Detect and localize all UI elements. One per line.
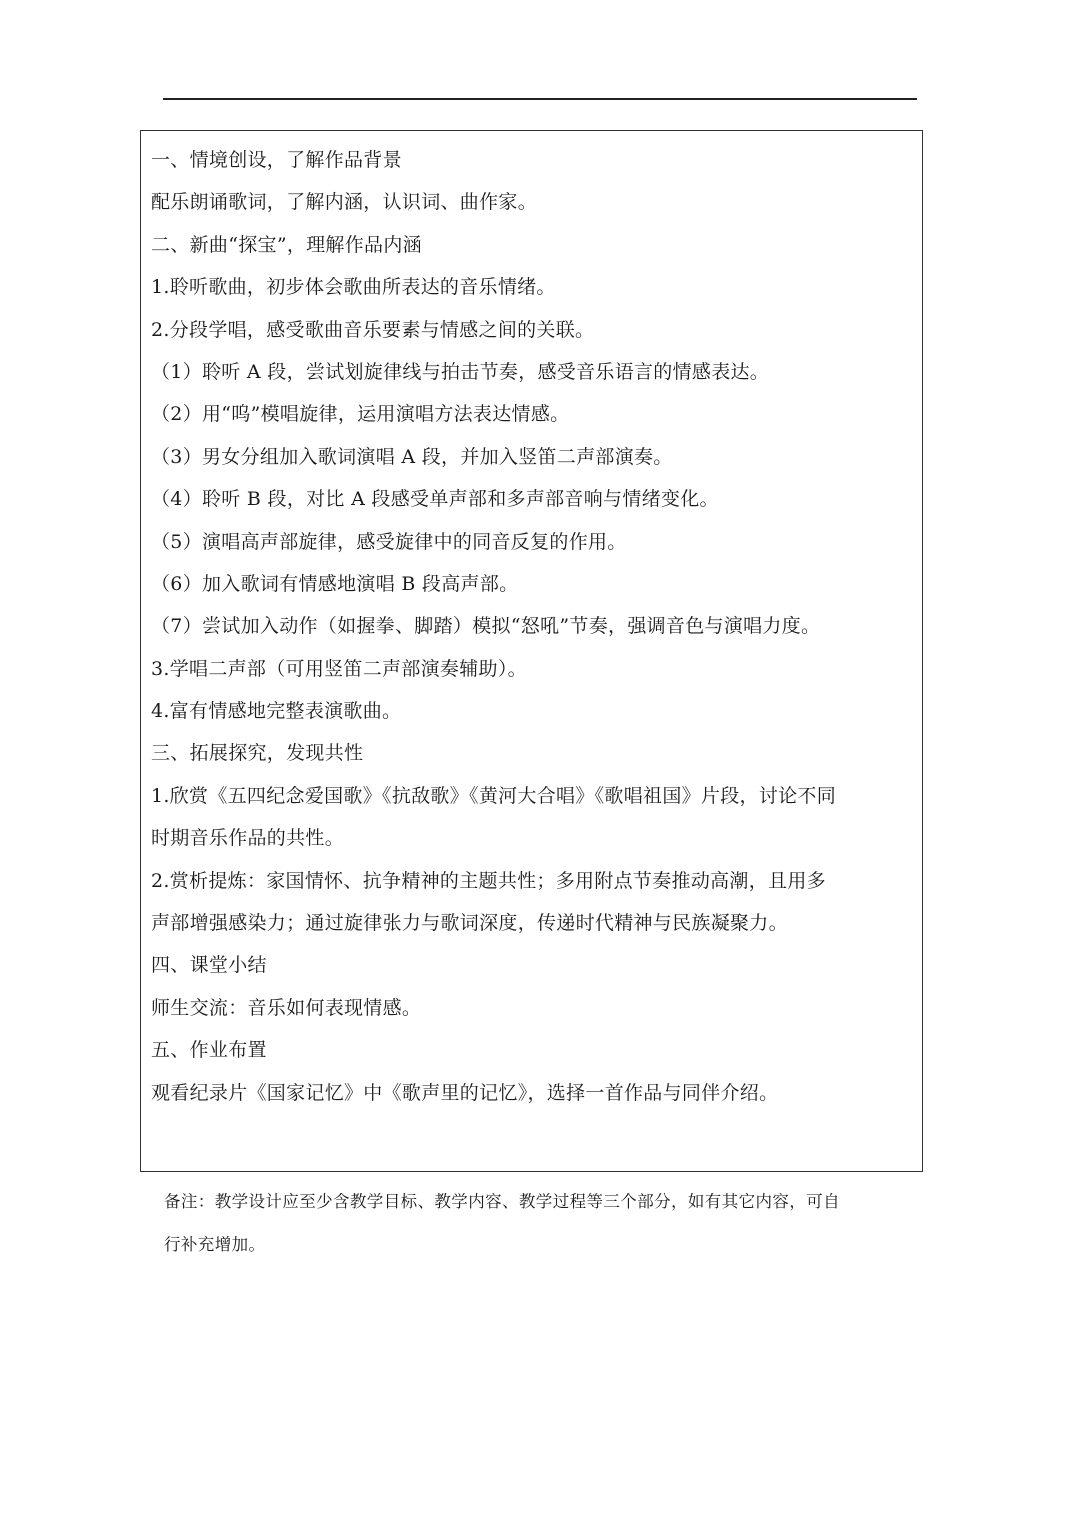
- lesson-process-box: [140, 130, 923, 1172]
- footnote: [164, 1180, 924, 1266]
- sub-step-line: （2）用“呜”模唱旋律，运用演唱方法表达情感。: [151, 403, 570, 426]
- sub-step-line: （5）演唱高声部旋律，感受旋律中的同音反复的作用。: [151, 530, 627, 553]
- section-heading-4: 四、课堂小结: [151, 954, 267, 977]
- sub-step-line: （7）尝试加入动作（如握拳、脚踏）模拟“怒吼”节奏，强调音色与演唱力度。: [151, 615, 821, 638]
- section-heading-5: 五、作业布置: [151, 1039, 267, 1062]
- section-heading-2: 二、新曲“探宝”，理解作品内涵: [151, 233, 422, 256]
- section-heading-1: 一、情境创设，了解作品背景: [151, 149, 402, 171]
- text-line: 1.欣赏《五四纪念爱国歌》《抗敌歌》《黄河大合唱》《歌唱祖国》片段，讨论不同: [151, 784, 837, 807]
- text-line: 1.聆听歌曲，初步体会歌曲所表达的音乐情绪。: [151, 276, 556, 299]
- text-line: 观看纪录片《国家记忆》中《歌声里的记忆》，选择一首作品与同伴介绍。: [151, 1081, 779, 1104]
- sub-step-line: （4）聆听 B 段，对比 A 段感受单声部和多声部音响与情绪变化。: [151, 488, 719, 511]
- footnote-line-1: 备注：教学设计应至少含教学目标、教学内容、教学过程等三个部分，如有其它内容，可自: [164, 1192, 840, 1211]
- section-heading-3: 三、拓展探究，发现共性: [151, 742, 364, 765]
- text-line: 4.富有情感地完整表演歌曲。: [151, 700, 402, 723]
- lesson-process-lines: [151, 139, 916, 1114]
- text-line: 时期音乐作品的共性。: [151, 827, 345, 850]
- text-line: 3.学唱二声部（可用竖笛二声部演奏辅助）。: [151, 657, 527, 680]
- text-line: 师生交流：音乐如何表现情感。: [151, 996, 422, 1019]
- text-line: 配乐朗诵歌词，了解内涵，认识词、曲作家。: [151, 191, 538, 214]
- footnote-line-2: 行补充增加。: [164, 1235, 266, 1254]
- sub-step-line: （6）加入歌词有情感地演唱 B 段高声部。: [151, 572, 519, 595]
- sub-step-line: （3）男女分组加入歌词演唱 A 段，并加入竖笛二声部演奏。: [151, 445, 673, 468]
- text-line: 声部增强感染力；通过旋律张力与歌词深度，传递时代精神与民族凝聚力。: [151, 912, 788, 935]
- sub-step-line: （1）聆听 A 段，尝试划旋律线与拍击节奏，感受音乐语言的情感表达。: [151, 360, 770, 383]
- text-line: 2.赏析提炼：家国情怀、抗争精神的主题共性；多用附点节奏推动高潮，且用多: [151, 869, 826, 892]
- header-rule: [163, 98, 917, 100]
- text-line: 2.分段学唱，感受歌曲音乐要素与情感之间的关联。: [151, 318, 595, 341]
